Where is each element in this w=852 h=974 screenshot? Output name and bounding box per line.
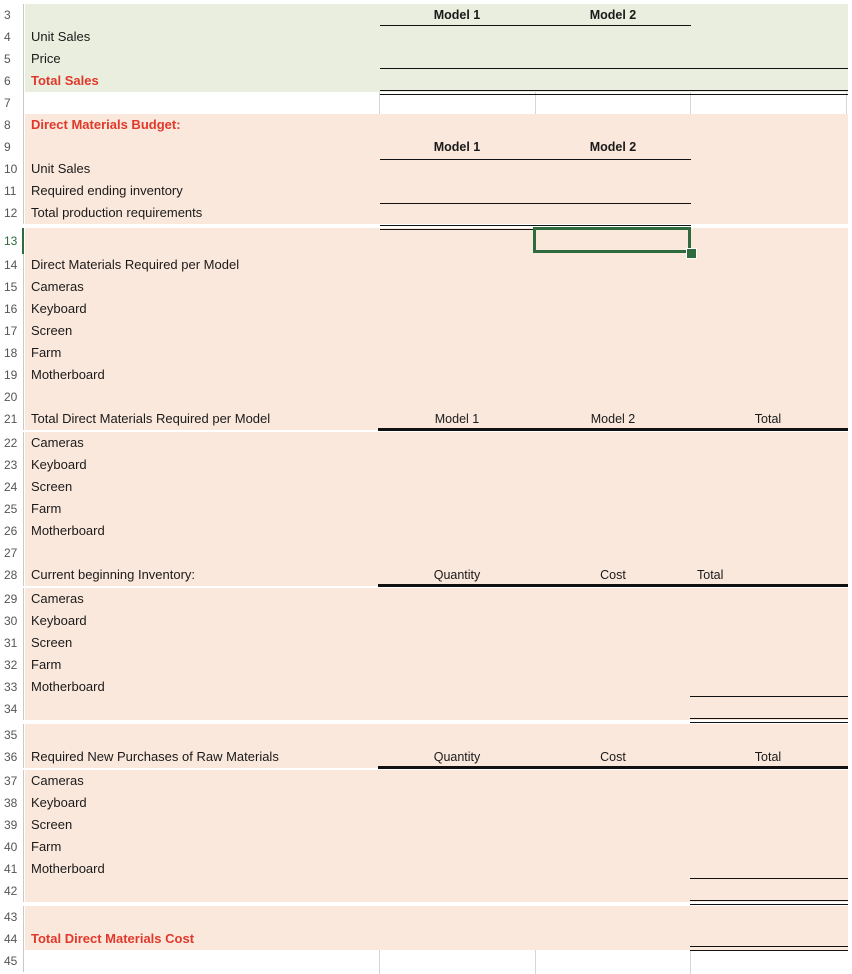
row-30: [0, 610, 852, 632]
row-11: [0, 180, 852, 202]
column-header-quantity[interactable]: Quantity: [433, 750, 481, 764]
row-37: [0, 770, 852, 792]
double-underline: [690, 946, 848, 951]
row-header[interactable]: 41: [0, 858, 24, 880]
row-15: [0, 276, 852, 298]
row-19: [0, 364, 852, 386]
row-band: [25, 654, 848, 676]
header-underline: [378, 584, 848, 587]
row-header[interactable]: 14: [0, 254, 24, 276]
row-header[interactable]: 19: [0, 364, 24, 386]
row-header[interactable]: 18: [0, 342, 24, 364]
row-band: [25, 386, 848, 408]
column-header-cost[interactable]: Cost: [600, 568, 626, 582]
row-6: [0, 70, 852, 92]
row-label[interactable]: Farm: [31, 345, 62, 360]
row-8: [0, 114, 852, 136]
column-header-model-1[interactable]: Model 1: [433, 140, 481, 154]
row-band: [25, 770, 848, 792]
row-header[interactable]: 6: [0, 70, 24, 92]
row-header[interactable]: 26: [0, 520, 24, 542]
row-label[interactable]: Farm: [31, 839, 62, 854]
row-header[interactable]: 38: [0, 792, 24, 814]
row-label[interactable]: Total production requirements: [31, 205, 203, 220]
active-cell-selection[interactable]: [533, 227, 691, 253]
row-label[interactable]: Required ending inventory: [31, 183, 183, 198]
row-header[interactable]: 45: [0, 950, 24, 972]
total-sales-label[interactable]: Total Sales: [31, 73, 99, 88]
cell-border: [690, 696, 848, 697]
row-band: [25, 276, 848, 298]
row-16: [0, 298, 852, 320]
double-underline: [690, 718, 848, 723]
row-header[interactable]: 25: [0, 498, 24, 520]
row-14: [0, 254, 852, 276]
cell-border: [690, 878, 848, 879]
row-label[interactable]: Cameras: [31, 279, 84, 294]
row-9: [0, 136, 852, 158]
row-band: [25, 880, 848, 902]
row-header[interactable]: 32: [0, 654, 24, 676]
column-header-model-1[interactable]: Model 1: [434, 412, 480, 426]
row-32: [0, 654, 852, 676]
row-label[interactable]: Keyboard: [31, 301, 87, 316]
row-29: [0, 588, 852, 610]
row-header[interactable]: 11: [0, 180, 24, 202]
gridline: [535, 950, 536, 974]
row-label[interactable]: Keyboard: [31, 613, 87, 628]
fill-handle[interactable]: [686, 248, 697, 259]
gridline: [535, 92, 536, 114]
row-header[interactable]: 22: [0, 432, 24, 454]
row-label[interactable]: Farm: [31, 657, 62, 672]
row-header[interactable]: 3: [0, 4, 24, 26]
row-header[interactable]: 24: [0, 476, 24, 498]
row-header[interactable]: 7: [0, 92, 24, 114]
row-label[interactable]: Motherboard: [31, 679, 105, 694]
row-band: [25, 454, 848, 476]
row-label[interactable]: Unit Sales: [31, 29, 91, 44]
row-42: [0, 880, 852, 902]
row-header[interactable]: 29: [0, 588, 24, 610]
row-40: [0, 836, 852, 858]
row-label[interactable]: Cameras: [31, 435, 84, 450]
row-41: [0, 858, 852, 880]
row-21: [0, 408, 852, 430]
row-band: [25, 320, 848, 342]
row-header[interactable]: 28: [0, 564, 24, 586]
row-band: [25, 792, 848, 814]
row-label[interactable]: Cameras: [31, 591, 84, 606]
row-band: [25, 814, 848, 836]
row-band: [25, 298, 848, 320]
row-band: [25, 542, 848, 564]
header-underline: [380, 25, 691, 26]
row-5: [0, 48, 852, 70]
row-43: [0, 906, 852, 928]
row-label[interactable]: Unit Sales: [31, 161, 91, 176]
row-header-active[interactable]: 13: [0, 228, 24, 254]
row-45: [0, 950, 852, 972]
double-underline: [690, 900, 848, 905]
row-header[interactable]: 43: [0, 906, 24, 928]
column-header-quantity[interactable]: Quantity: [433, 568, 481, 582]
row-label[interactable]: Screen: [31, 817, 73, 832]
row-12: [0, 202, 852, 224]
gridline: [846, 92, 847, 114]
row-band: [25, 498, 848, 520]
row-26: [0, 520, 852, 542]
row-23: [0, 454, 852, 476]
row-header[interactable]: 30: [0, 610, 24, 632]
row-label[interactable]: Current beginning Inventory:: [31, 567, 196, 582]
header-underline: [378, 766, 848, 769]
row-label[interactable]: Screen: [31, 635, 73, 650]
gridline: [690, 92, 691, 114]
row-34: [0, 698, 852, 720]
cell-border: [380, 68, 848, 69]
row-band: [25, 48, 848, 70]
row-band: [25, 858, 848, 880]
row-22: [0, 432, 852, 454]
row-17: [0, 320, 852, 342]
column-header-cost[interactable]: Cost: [600, 750, 626, 764]
gridline: [379, 92, 380, 114]
row-band: [25, 432, 848, 454]
row-header[interactable]: 10: [0, 158, 24, 180]
row-band: [25, 610, 848, 632]
row-25: [0, 498, 852, 520]
row-header[interactable]: 15: [0, 276, 24, 298]
row-label[interactable]: Motherboard: [31, 861, 105, 876]
row-header[interactable]: 44: [0, 928, 24, 950]
row-24: [0, 476, 852, 498]
row-13: [0, 228, 852, 254]
row-label[interactable]: Screen: [31, 323, 73, 338]
row-band: [25, 906, 848, 928]
row-header[interactable]: 9: [0, 136, 24, 158]
row-label[interactable]: Total Direct Materials Required per Model: [31, 411, 271, 426]
row-3: [0, 4, 852, 26]
row-header[interactable]: 12: [0, 202, 24, 224]
total-direct-materials-cost-label[interactable]: Total Direct Materials Cost: [31, 931, 195, 946]
row-39: [0, 814, 852, 836]
column-header-total[interactable]: Total: [754, 750, 782, 764]
gridline: [379, 950, 380, 974]
row-header[interactable]: 27: [0, 542, 24, 564]
row-header[interactable]: 21: [0, 408, 24, 430]
row-header[interactable]: 8: [0, 114, 24, 136]
row-header[interactable]: 4: [0, 26, 24, 48]
row-label[interactable]: Price: [31, 51, 61, 66]
row-label[interactable]: Screen: [31, 479, 73, 494]
row-band: [25, 520, 848, 542]
row-31: [0, 632, 852, 654]
row-header[interactable]: 23: [0, 454, 24, 476]
row-35: [0, 724, 852, 746]
row-header[interactable]: 36: [0, 746, 24, 768]
column-header-model-2[interactable]: Model 2: [589, 8, 637, 22]
row-label[interactable]: Farm: [31, 501, 62, 516]
row-band: [25, 476, 848, 498]
row-label[interactable]: Direct Materials Required per Model: [31, 257, 240, 272]
row-band: [25, 228, 848, 254]
row-28: [0, 564, 852, 586]
section-title-direct-materials-budget[interactable]: Direct Materials Budget:: [31, 117, 181, 132]
gridline: [690, 950, 691, 974]
row-header[interactable]: 31: [0, 632, 24, 654]
row-33: [0, 676, 852, 698]
row-band: [25, 698, 848, 720]
row-header[interactable]: 17: [0, 320, 24, 342]
column-header-total[interactable]: Total: [697, 568, 724, 582]
row-header[interactable]: 39: [0, 814, 24, 836]
row-band: [25, 588, 848, 610]
column-header-model-1[interactable]: Model 1: [433, 8, 481, 22]
row-band: [25, 70, 848, 92]
row-20: [0, 386, 852, 408]
column-header-total[interactable]: Total: [754, 412, 782, 426]
row-header[interactable]: 35: [0, 724, 24, 746]
row-header[interactable]: 42: [0, 880, 24, 902]
double-underline: [380, 90, 848, 95]
row-header[interactable]: 33: [0, 676, 24, 698]
row-header[interactable]: 40: [0, 836, 24, 858]
row-header[interactable]: 34: [0, 698, 24, 720]
row-label[interactable]: Motherboard: [31, 367, 105, 382]
row-band: [25, 158, 848, 180]
row-18: [0, 342, 852, 364]
row-label[interactable]: Motherboard: [31, 523, 105, 538]
row-header[interactable]: 37: [0, 770, 24, 792]
row-38: [0, 792, 852, 814]
row-27: [0, 542, 852, 564]
row-header[interactable]: 20: [0, 386, 24, 408]
header-underline: [378, 428, 848, 431]
row-36: [0, 746, 852, 768]
row-band: [25, 676, 848, 698]
column-header-model-2[interactable]: Model 2: [590, 412, 636, 426]
row-4: [0, 26, 852, 48]
row-band: [25, 26, 848, 48]
row-label[interactable]: Keyboard: [31, 795, 87, 810]
row-7: [0, 92, 852, 114]
row-band: [25, 342, 848, 364]
cell-border: [380, 203, 691, 204]
column-header-model-2[interactable]: Model 2: [589, 140, 637, 154]
row-band: [25, 724, 848, 746]
row-10: [0, 158, 852, 180]
row-band: [25, 364, 848, 386]
row-header[interactable]: 16: [0, 298, 24, 320]
row-band: [25, 632, 848, 654]
row-label[interactable]: Required New Purchases of Raw Materials: [31, 749, 279, 764]
header-underline: [380, 159, 691, 160]
row-label[interactable]: Keyboard: [31, 457, 87, 472]
row-header[interactable]: 5: [0, 48, 24, 70]
row-band: [25, 836, 848, 858]
row-label[interactable]: Cameras: [31, 773, 84, 788]
